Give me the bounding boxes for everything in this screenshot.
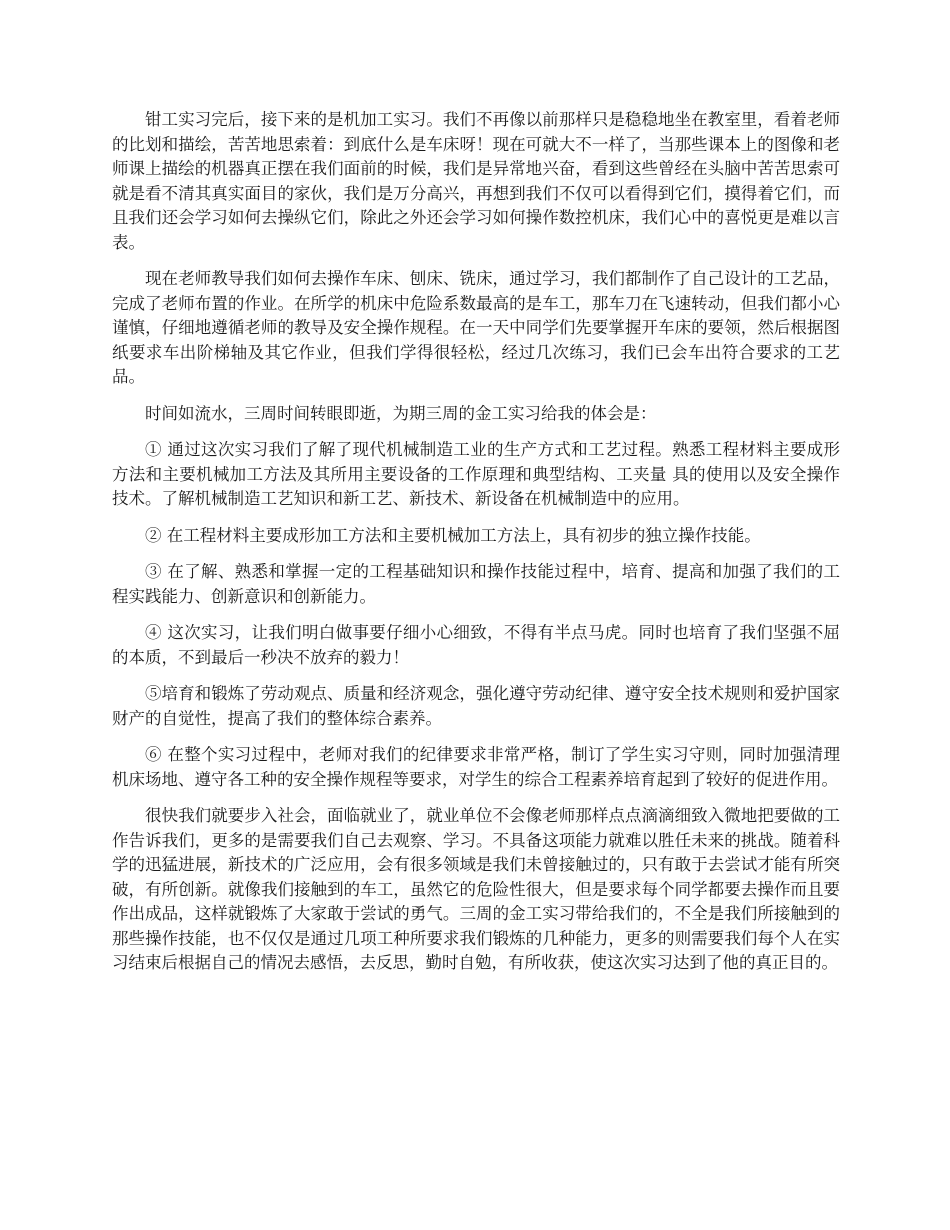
paragraph-lathe-practice: 现在老师教导我们如何去操作车床、刨床、铣床，通过学习，我们都制作了自己设计的工艺品，完成了老师布置的作业。在所学的机床中危险系数最高的是车工，那车刀在飞速转动，但我们都小心谨慎，仔细地遵循老师的教导及安全操作规程。在一天中同学们先要掌握开车床的要领，然后根据图纸要求车出阶梯轴及其它作业，但我们学得很轻松，经过几次练习，我们已会车出符合要求的工艺品。 — [112, 269, 840, 386]
paragraph-conclusion: 很快我们就要步入社会，面临就业了，就业单位不会像老师那样点点滴滴细致入微地把要做的工作告诉我们，更多的是需要我们自己去观察、学习。不具备这项能力就难以胜任未来的挑战。随着科学的迅猛进展，新技术的广泛应用，会有很多领域是我们未曾接触过的，只有敢于去尝试才能有所突破，有所创新。就像我们接触到的车工，虽然它的危险性很大，但是要求每个同学都要去操作而且要作出成品，这样就锻炼了大家敢于尝试的勇气。三周的金工实习带给我们的，不全是我们所接触到的那些操作技能，也不仅仅是通过几项工种所要求我们锻炼的几种能力，更多的则需要我们每个人在实习结束后根据自己的情况去感悟，去反思，勤时自勉，有所收获，使这次实习达到了他的真正目的。 — [112, 806, 840, 972]
paragraph-point-5: ⑤培育和锻炼了劳动观点、质量和经济观念，强化遵守劳动纪律、遵守安全技术规则和爱护国家财产的自觉性，提高了我们的整体综合素养。 — [112, 684, 840, 728]
paragraph-point-2: ② 在工程材料主要成形加工方法和主要机械加工方法上，具有初步的独立操作技能。 — [145, 525, 761, 545]
paragraph-point-3: ③ 在了解、熟悉和掌握一定的工程基础知识和操作技能过程中，培育、提高和加强了我们的工程实践能力、创新意识和创新能力。 — [112, 562, 840, 606]
paragraph-point-6: ⑥ 在整个实习过程中，老师对我们的纪律要求非常严格，制订了学生实习守则，同时加强清理机床场地、遵守各工种的安全操作规程等要求，对学生的综合工程素养培育起到了较好的促进作用。 — [112, 745, 840, 789]
document-body — [112, 108, 840, 988]
paragraph-point-1: ① 通过这次实习我们了解了现代机械制造工业的生产方式和工艺过程。熟悉工程材料主要成形方法和主要机械加工方法及其所用主要设备的工作原理和典型结构、工夹量 具的使用以及安全操作技术。了解机械制造工艺知识和新工艺、新技术、新设备在机械制造中的应用。 — [112, 440, 840, 508]
paragraph-intro-machining: 钳工实习完后，接下来的是机加工实习。我们不再像以前那样只是稳稳地坐在教室里，看着老师的比划和描绘，苦苦地思索着：到底什么是车床呀！现在可就大不一样了，当那些课本上的图像和老师课上描绘的机器真正摆在我们面前的时候，我们是异常地兴奋，看到这些曾经在头脑中苦苦思索可就是看不清其真实面目的家伙，我们是万分高兴，再想到我们不仅可以看得到它们，摸得着它们，而且我们还会学习如何去操纵它们，除此之外还会学习如何操作数控机床，我们心中的喜悦更是难以言表。 — [112, 110, 840, 252]
paragraph-point-4: ④ 这次实习，让我们明白做事要仔细小心细致，不得有半点马虎。同时也培育了我们坚强不屈的本质，不到最后一秒决不放弃的毅力！ — [112, 623, 840, 667]
paragraph-summary-lead: 时间如流水，三周时间转眼即逝，为期三周的金工实习给我的体会是： — [145, 403, 657, 423]
